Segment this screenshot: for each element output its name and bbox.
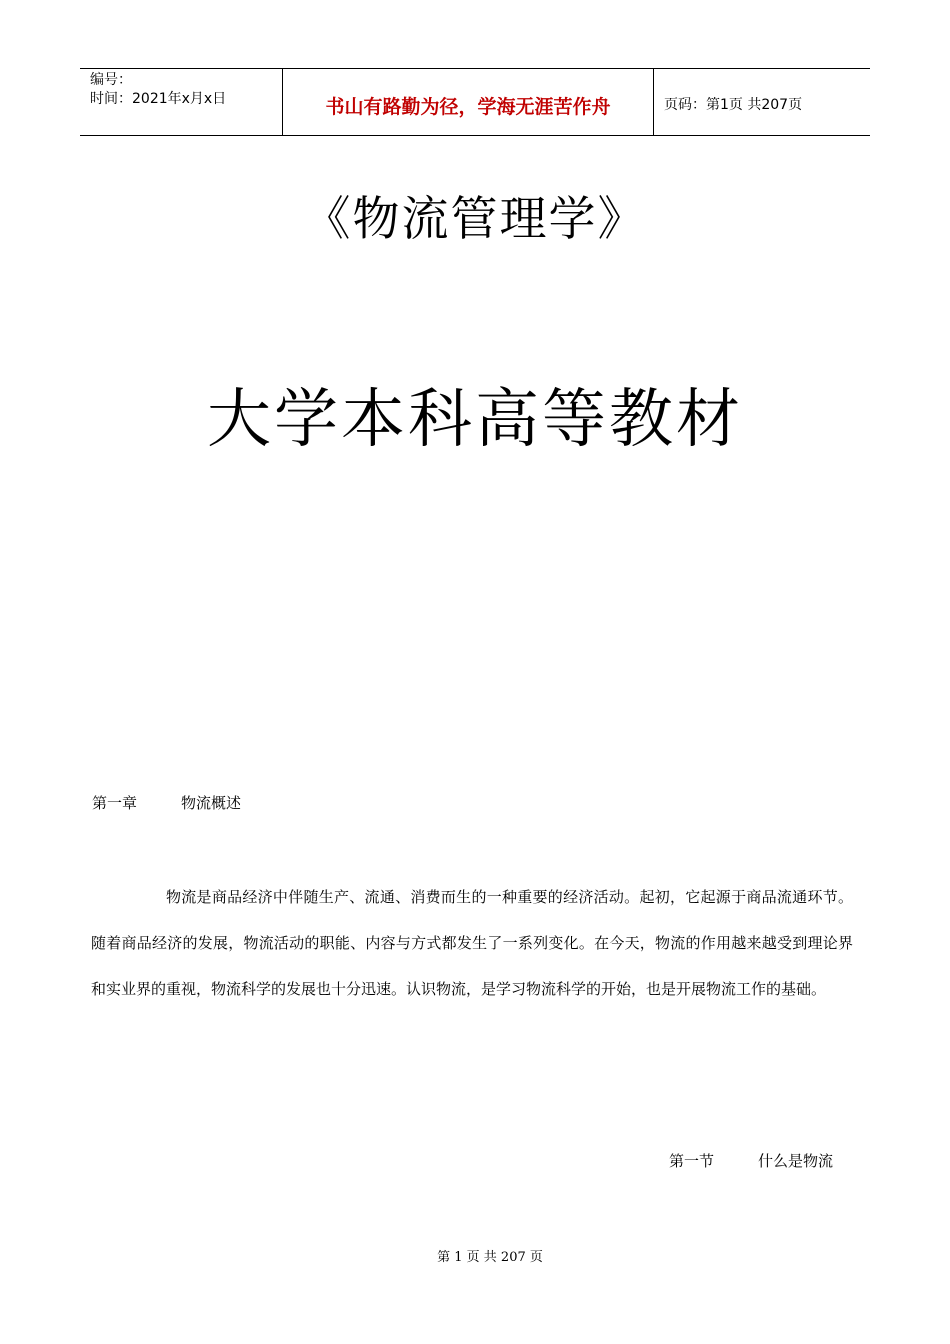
chapter-title: 物流概述 [181, 794, 242, 812]
book-title: 《物流管理学》 [303, 192, 647, 247]
chapter-heading [92, 792, 241, 813]
body-paragraph: 物流是商品经济中伴随生产、流通、消费而生的一种重要的经济活动。起初，它起源于商品流通环节。随着商品经济的发展，物流活动的职能、内容与方式都发生了一系列变化。在今天，物流的作用越来越受到理论界和实业界的重视，物流科学的发展也十分迅速。认识物流，是学习物流科学的开始，也是开展物流工作的基础。 [91, 888, 853, 998]
book-subtitle: 大学本科高等教材 [207, 383, 743, 457]
section-heading [669, 1150, 833, 1171]
document-header [80, 68, 870, 136]
section-title: 什么是物流 [758, 1152, 834, 1170]
header-meta [80, 69, 282, 135]
time-label: 时间：2021年x月x日 [90, 91, 227, 107]
header-motto: 书山有路勤为径，学海无涯苦作舟 [282, 69, 654, 135]
header-page-info: 页码：第1页 共207页 [664, 97, 803, 113]
page-footer: 第 1 页 共 207 页 [437, 1250, 543, 1265]
number-label: 编号： [90, 72, 132, 88]
section-number: 第一节 [669, 1152, 715, 1170]
chapter-number: 第一章 [92, 794, 138, 812]
